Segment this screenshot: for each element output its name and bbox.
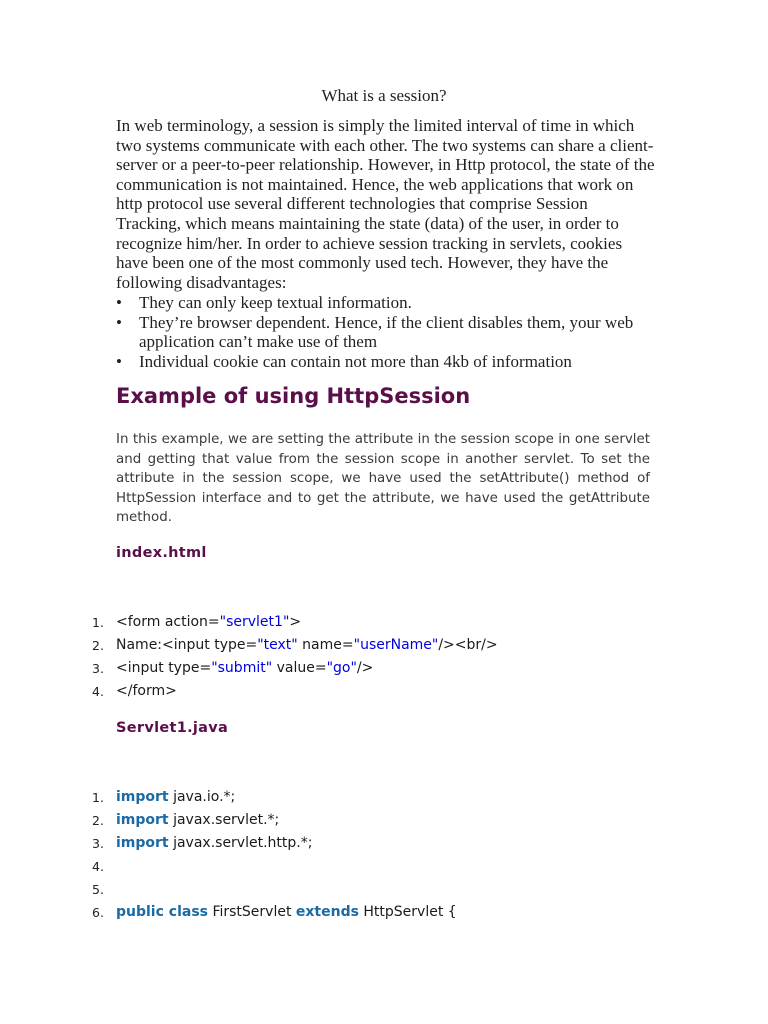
code-text: FirstServlet (208, 904, 296, 920)
example-heading: Example of using HttpSession (116, 384, 471, 408)
code-text: javax.servlet.*; (168, 812, 280, 828)
code-text: > (289, 614, 302, 630)
code-line (92, 634, 498, 657)
code-string: "text" (257, 637, 298, 653)
code-text: Name:<input type= (116, 637, 258, 653)
code-keyword: import (116, 835, 169, 851)
code-keyword: import (116, 789, 169, 805)
list-item-text: They can only keep textual information. (139, 293, 412, 312)
bullet-icon: • (116, 312, 122, 332)
code-text: /><br/> (438, 637, 498, 653)
list-item-text: Individual cookie can contain not more than 4kb of information (139, 351, 572, 371)
code-text: value= (272, 660, 327, 676)
code-string: "userName" (353, 637, 439, 653)
line-number: 5. (92, 882, 104, 897)
code-line (92, 786, 457, 809)
code-string: "submit" (211, 660, 273, 676)
line-number: 4. (92, 684, 104, 699)
code-text: <form action= (116, 614, 220, 630)
example-paragraph: In this example, we are setting the attribute in the session scope in one servlet and getting that value from the session scope in another servlet. To set the attribute in the session scope, we have used the setAttribute() method of HttpSession interface and to get the attribute, we have used the getAttribute method. (116, 432, 650, 525)
code-keyword: import (116, 812, 169, 828)
code-keyword: public class (116, 904, 208, 920)
code-line (92, 832, 457, 855)
file-heading-index-html: index.html (116, 545, 207, 561)
bullet-icon: • (116, 351, 122, 371)
line-number: 2. (92, 638, 104, 653)
line-number: 2. (92, 813, 104, 828)
code-text: </form> (116, 683, 177, 699)
line-number: 6. (92, 905, 104, 920)
code-keyword: extends (295, 904, 359, 920)
line-number: 3. (92, 661, 104, 676)
code-string: "servlet1" (219, 614, 290, 630)
code-line (92, 901, 457, 924)
code-text: /> (356, 660, 374, 676)
intro-paragraph: In web terminology, a session is simply the limited interval of time in which two systems communicate with each other. The two systems can share a client-server or a peer-to-peer relationship. However, in Http protocol, the state of the communication is not maintained. Hence, the web applications that work on http protocol use several different technologies that comprise Session Tracking, which means maintaining the state (data) of the user, in order to recognize him/her. In order to achieve session tracking in servlets, cookies have been one of the most commonly used tech. However, they have the following disadvantages: (116, 116, 655, 292)
code-line (92, 878, 457, 901)
code-text: name= (297, 637, 354, 653)
list-item (116, 293, 656, 313)
code-text: HttpServlet { (358, 904, 457, 920)
code-text: java.io.*; (168, 789, 236, 805)
list-item-text: They’re browser dependent. Hence, if the client disables them, your web application can’t make use of them (139, 312, 634, 352)
line-number: 3. (92, 836, 104, 851)
line-number: 1. (92, 615, 104, 630)
disadvantages-list (116, 293, 656, 371)
code-line (92, 680, 498, 703)
code-text: <input type= (116, 660, 212, 676)
line-number: 1. (92, 790, 104, 805)
code-line (92, 611, 498, 634)
bullet-icon: • (116, 293, 122, 312)
code-line (92, 855, 457, 878)
code-line (92, 809, 457, 832)
page-title: What is a session? (321, 86, 447, 105)
code-line (92, 657, 498, 680)
line-number: 4. (92, 859, 104, 874)
code-listing-servlet1-java (92, 786, 457, 924)
file-heading-servlet1-java: Servlet1.java (116, 720, 229, 736)
code-string: "go" (326, 660, 357, 676)
list-item (116, 313, 656, 352)
code-text: javax.servlet.http.*; (168, 835, 313, 851)
list-item (116, 352, 656, 372)
code-listing-index-html (92, 611, 498, 703)
